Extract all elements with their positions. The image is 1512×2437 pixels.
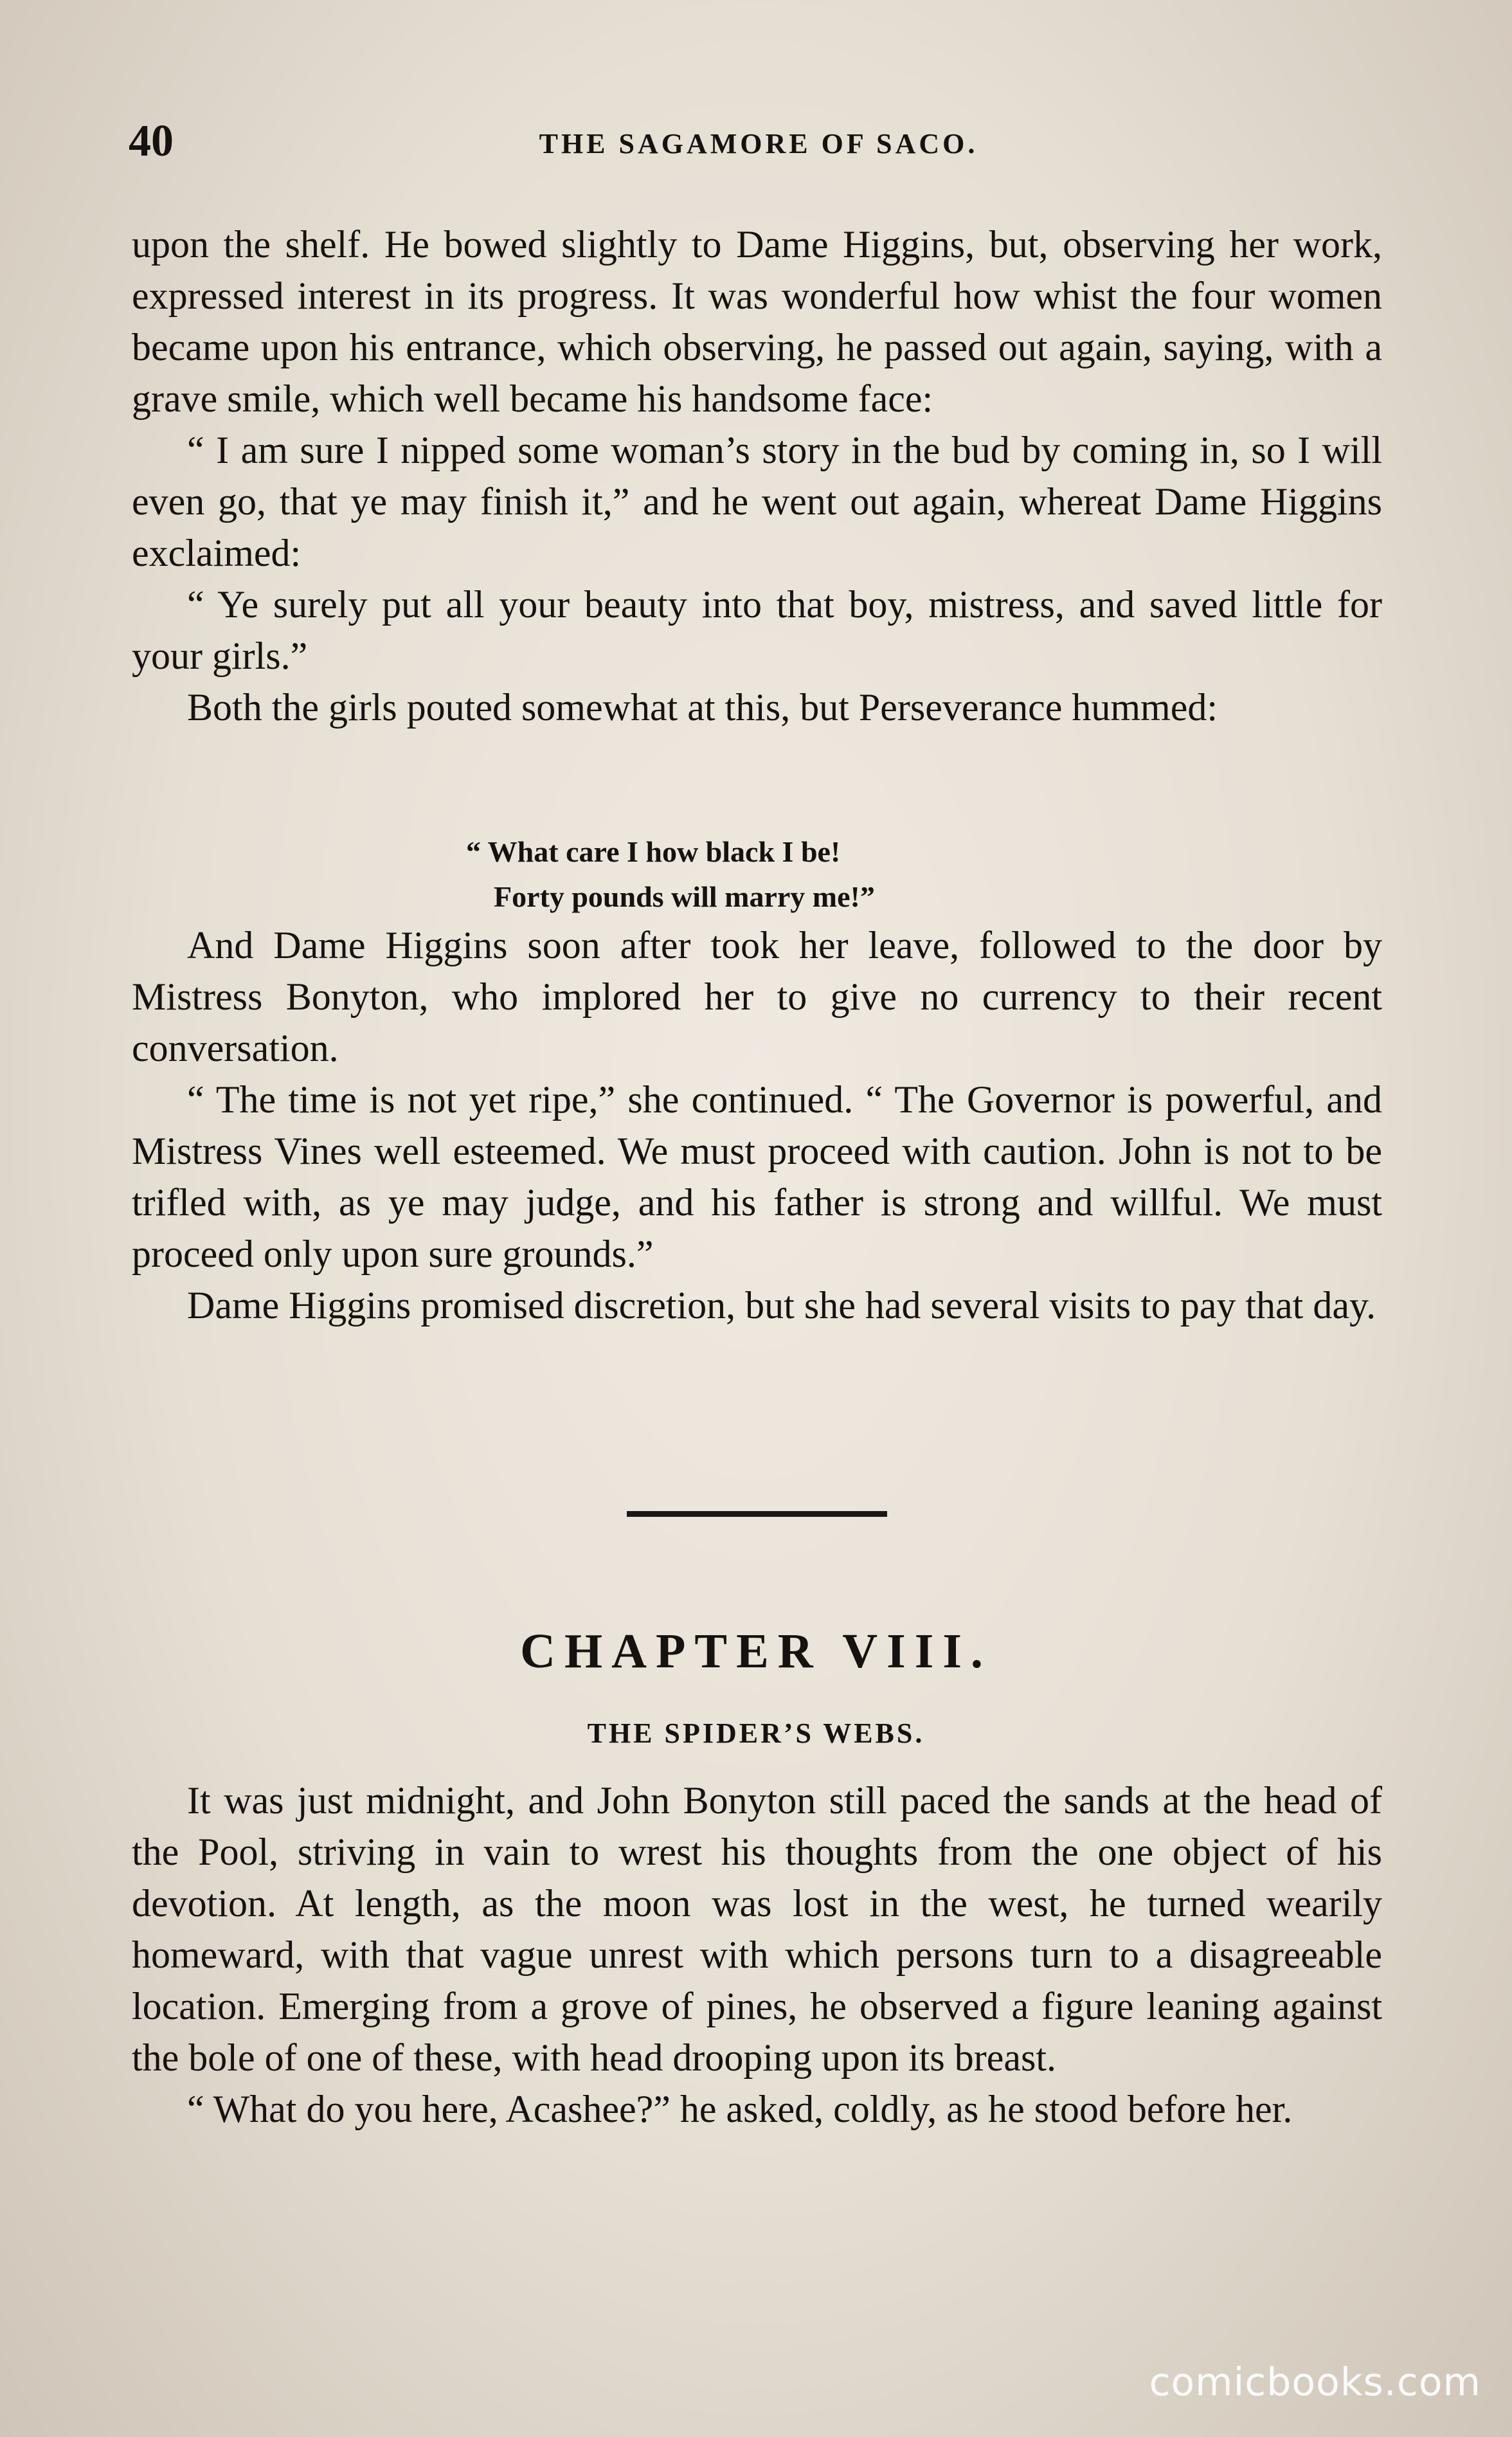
paragraph: And Dame Higgins soon after took her leave, followed to the door by Mistress Bonyton, who implored her to give no currency to their recent conversation. [132, 924, 1382, 1069]
running-title: THE SAGAMORE OF SACO. [539, 128, 978, 159]
verse-line: “ What care I how black I be! [466, 835, 841, 868]
section-rule [627, 1511, 887, 1517]
paragraph: Both the girls pouted somewhat at this, but Perseverance hummed: [187, 686, 1218, 729]
page-number: 40 [129, 116, 174, 166]
paragraph: “ What do you here, Acashee?” he asked, coldly, as he stood before her. [187, 2088, 1293, 2130]
text-block-middle [132, 920, 1382, 1331]
paragraph: It was just midnight, and John Bonyton still paced the sands at the head of the Pool, striving in vain to wrest his thoughts from the one object of his devotion. At length, as the moon was lost in the west, he turned wearily homeward, with that vague unrest with which persons turn to a disagreeable location. Emerging from a grove of pines, he observed a figure leaning against the bole of one of these, with head drooping upon its breast. [132, 1779, 1382, 2079]
watermark: comicbooks.com [1149, 2360, 1481, 2405]
text-block-bottom [132, 1775, 1382, 2135]
verse-line: Forty pounds will marry me!” [494, 880, 875, 913]
paragraph: Dame Higgins promised discretion, but she had several visits to pay that day. [187, 1284, 1376, 1327]
paragraph: upon the shelf. He bowed slightly to Dame Higgins, but, observing her work, expressed interest in its progress. It was wonderful how whist the four women became upon his entrance, which observing, he passed out again, saying, with a grave smile, which well became his handsome face: [132, 223, 1382, 420]
text-block-top [132, 219, 1382, 733]
verse-block [0, 829, 1512, 920]
chapter-subtitle: THE SPIDER’S WEBS. [587, 1717, 925, 1749]
running-head [129, 116, 1389, 174]
paragraph: “ I am sure I nipped some woman’s story in the bud by coming in, so I will even go, that ye may finish it,” and he went out again, whereat Dame Higgins exclaimed: [132, 429, 1382, 574]
paragraph: “ Ye surely put all your beauty into that boy, mistress, and saved little for your girls.” [132, 583, 1382, 677]
paragraph: “ The time is not yet ripe,” she continued. “ The Governor is powerful, and Mistress Vines well esteemed. We must proceed with caution. John is not to be trifled with, as ye may judge, and his father is strong and willful. We must proceed only upon sure grounds.” [132, 1078, 1382, 1275]
chapter-heading: CHAPTER VIII. [520, 1624, 992, 1678]
